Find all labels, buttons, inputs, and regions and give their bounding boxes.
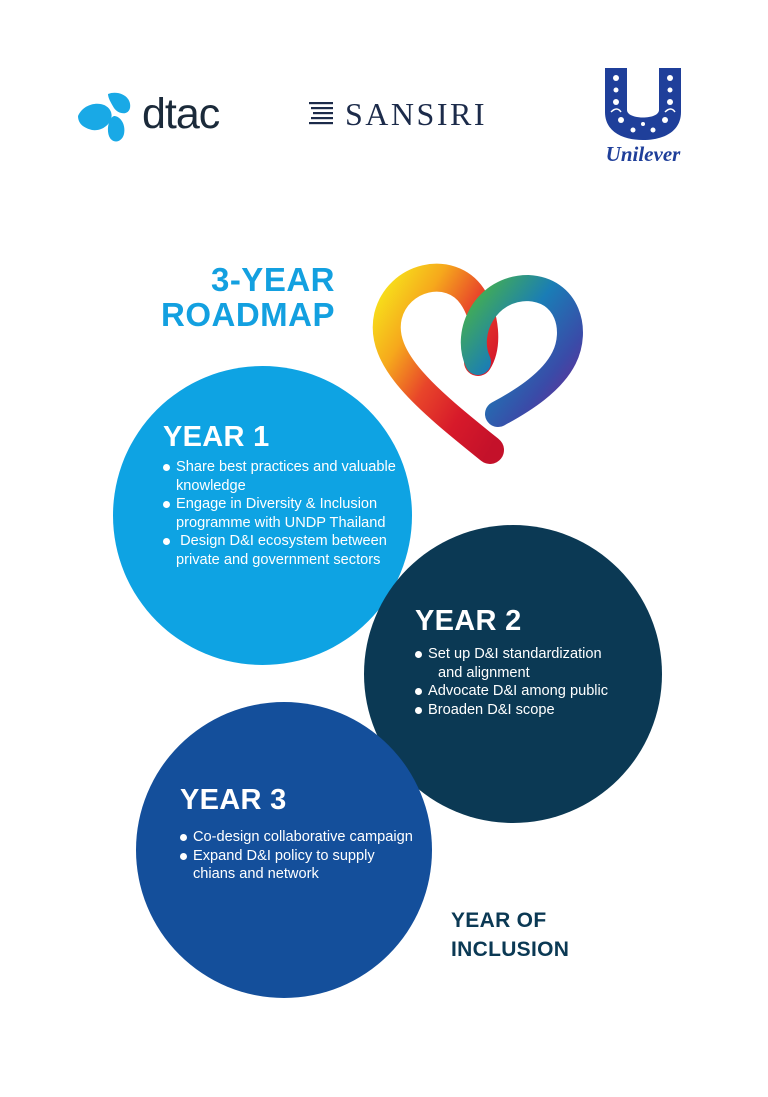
list-item-line: Set up D&I standardization [428,646,602,662]
sansiri-wordmark: SANSIRI [345,96,487,132]
caption-line1: YEAR OF [451,909,547,932]
unilever-logo [595,68,691,170]
sansiri-logo [307,96,507,136]
roadmap-heading-line2: ROADMAP [161,296,335,333]
dtac-swirl-icon [74,86,138,146]
year3-circle [136,702,432,998]
year3-title: YEAR 3 [180,784,287,816]
dtac-logo [74,86,234,150]
year1-list [163,458,403,569]
year2-title: YEAR 2 [415,605,522,637]
year2-list [415,645,650,719]
list-item: Design D&I ecosystem between private and government sectors [163,532,403,569]
list-item-line: and alignment [438,664,530,681]
rainbow-heart-icon [368,250,598,490]
unilever-u-icon [601,68,685,140]
list-item: Co-design collaborative campaign [180,828,420,847]
year1-circle [113,366,412,665]
year3-list [180,828,420,884]
list-item: Broaden D&I scope [415,701,650,720]
list-item: Advocate D&I among public [415,682,650,701]
roadmap-heading-line1: 3-YEAR [210,261,335,298]
list-item: Expand D&I policy to supply chians and network [180,847,420,884]
caption-line2: INCLUSION [451,938,570,961]
roadmap-heading [140,262,335,332]
sansiri-lines-icon [307,100,337,130]
list-item: Share best practices and valuable knowledge [163,458,403,495]
dtac-wordmark: dtac [142,90,220,138]
list-item [415,645,650,682]
year1-title: YEAR 1 [163,421,270,453]
year-of-inclusion-caption [451,906,569,964]
unilever-wordmark: Unilever [605,142,681,166]
list-item: Engage in Diversity & Inclusion programme with UNDP Thailand [163,495,403,532]
